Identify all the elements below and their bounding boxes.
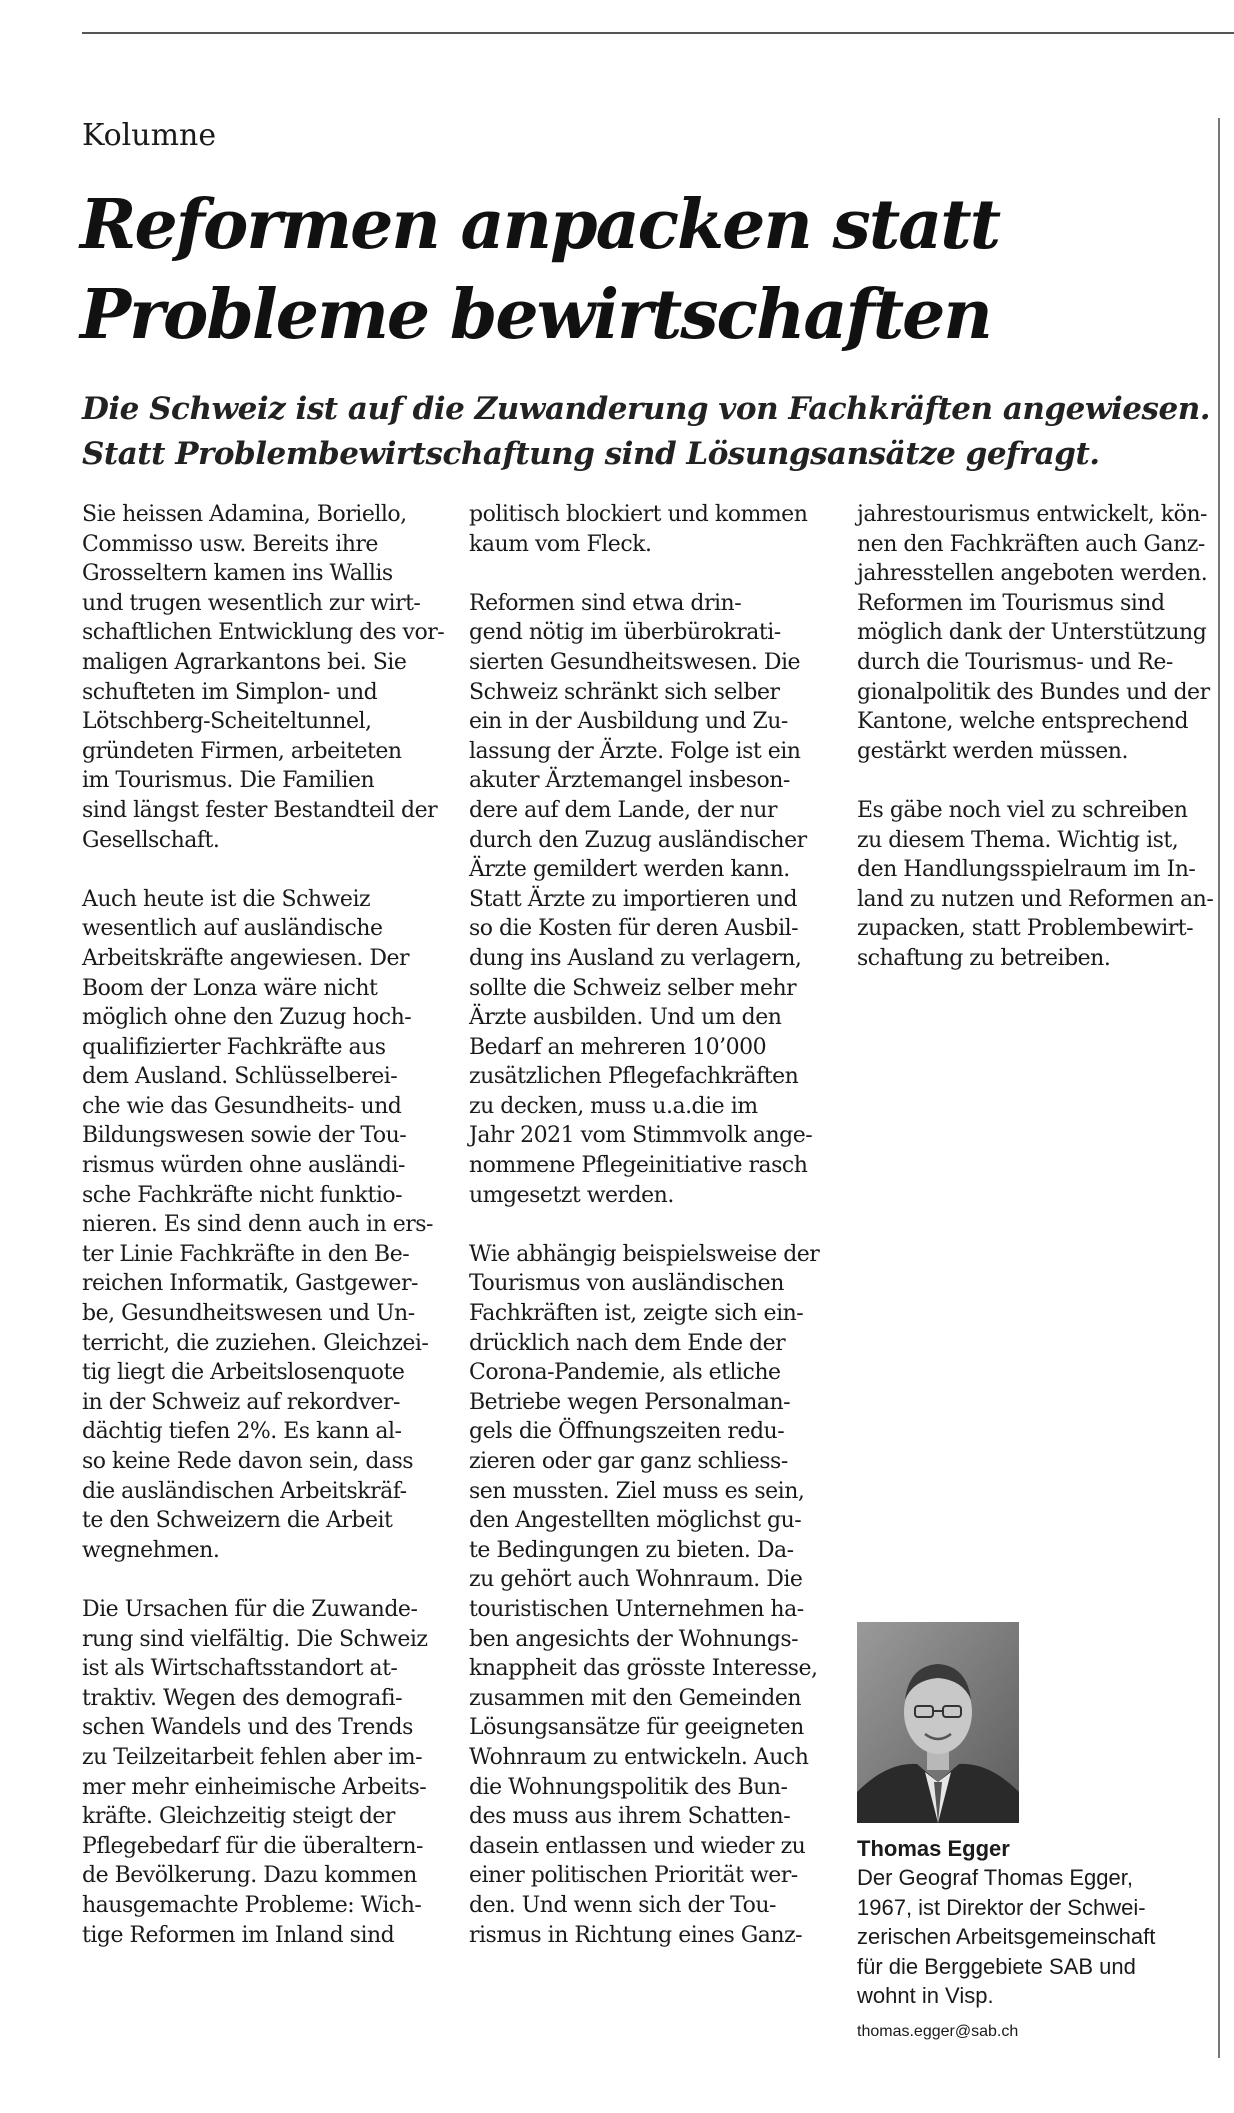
text-line: knappheit das grösste Interesse,	[469, 1656, 818, 1682]
text-line: nommene Pflegeinitiative rasch	[469, 1153, 808, 1179]
text-line: zusammen mit den Gemeinden	[469, 1685, 802, 1711]
text-line: qualifizierter Fachkräfte aus	[82, 1034, 386, 1060]
text-line: zu diesem Thema. Wichtig ist,	[857, 827, 1179, 853]
text-line: Fachkräften ist, zeigte sich ein-	[469, 1301, 804, 1327]
text-line: ter Linie Fachkräfte in den Be-	[82, 1241, 410, 1267]
text-line: schufteten im Simplon- und	[82, 679, 378, 705]
bio-line: wohnt in Visp.	[857, 1983, 994, 2008]
article-paragraph	[469, 1240, 820, 1950]
bio-line: 1967, ist Direktor der Schwei-	[857, 1894, 1146, 1920]
text-line: jahrestourismus entwickelt, kön-	[857, 502, 1207, 527]
column-kicker: Kolumne	[82, 118, 217, 153]
headline	[80, 180, 1200, 360]
text-line: dung ins Ausland zu verlagern,	[469, 945, 802, 971]
text-line: dere auf dem Lande, der nur	[469, 797, 777, 823]
article-paragraph	[469, 500, 809, 559]
text-line: Es gäbe noch viel zu schreiben	[857, 797, 1188, 823]
text-line: schaftung zu betreiben.	[857, 945, 1111, 971]
article-paragraph	[857, 500, 1210, 766]
text-line: Ärzte ausbilden. Und um den	[469, 1005, 782, 1031]
text-line: Auch heute ist die Schweiz	[82, 886, 371, 912]
text-line: jahresstellen angeboten werden.	[857, 561, 1208, 587]
text-line: rismus in Richtung eines Ganz-	[469, 1922, 803, 1948]
text-line: schen Wandels und des Trends	[82, 1715, 413, 1741]
author-photo	[857, 1622, 1019, 1823]
article-paragraph	[469, 589, 813, 1210]
text-line: Ärzte gemildert werden kann.	[469, 857, 790, 883]
text-line: ben angesichts der Wohnungs-	[469, 1626, 799, 1652]
text-line: land zu nutzen und Reformen an-	[857, 886, 1214, 912]
text-line: zu Teilzeitarbeit fehlen aber im-	[82, 1744, 423, 1770]
text-line: des muss aus ihrem Schatten-	[469, 1804, 791, 1830]
text-line: te Bedingungen zu bieten. Da-	[469, 1537, 794, 1563]
text-line: tig liegt die Arbeitslosenquote	[82, 1360, 405, 1386]
text-line: die ausländischen Arbeitskräf-	[82, 1478, 407, 1504]
text-line: maligen Agrarkantons bei. Sie	[82, 649, 407, 675]
bio-line: zerischen Arbeitsgemeinschaft	[857, 1924, 1156, 1949]
text-line: hausgemachte Probleme: Wich-	[82, 1892, 422, 1918]
text-line: Commisso usw. Bereits ihre	[82, 531, 378, 557]
text-line: rung sind vielfältig. Die Schweiz	[82, 1626, 428, 1652]
text-line: Reformen im Tourismus sind	[857, 590, 1165, 616]
text-line: ein in der Ausbildung und Zu-	[469, 709, 788, 735]
text-line: wegnehmen.	[82, 1537, 220, 1563]
text-line: terricht, die zuziehen. Gleichzei-	[82, 1330, 429, 1356]
text-line: umgesetzt werden.	[469, 1182, 674, 1208]
author-portrait-image	[857, 1622, 1019, 1823]
text-line: drücklich nach dem Ende der	[469, 1330, 786, 1356]
text-line: Lösungsansätze für geeigneten	[469, 1715, 804, 1741]
text-line: mer mehr einheimische Arbeits-	[82, 1774, 427, 1800]
bio-line: für die Berggebiete SAB und	[857, 1953, 1136, 1979]
lead-text	[82, 387, 1212, 477]
text-line: schaftlichen Entwicklung des vor-	[82, 620, 445, 646]
author-name: Thomas Egger	[857, 1836, 1010, 1861]
text-line: nen den Fachkräften auch Ganz-	[857, 531, 1205, 557]
text-line: lassung der Ärzte. Folge ist ein	[469, 738, 801, 764]
author-email: thomas.egger@sab.ch	[857, 2022, 1019, 2040]
text-line: durch die Tourismus- und Re-	[857, 649, 1173, 675]
text-line: touristischen Unternehmen ha-	[469, 1596, 804, 1622]
text-line: Lötschberg-Scheiteltunnel,	[82, 709, 372, 735]
text-line: dem Ausland. Schlüsselberei-	[82, 1064, 398, 1090]
text-line: che wie das Gesundheits- und	[82, 1093, 402, 1119]
text-line: politisch blockiert und kommen	[469, 502, 808, 527]
text-line: Bedarf an mehreren 10’000	[469, 1034, 767, 1060]
text-line: reichen Informatik, Gastgewer-	[82, 1271, 418, 1297]
text-line: be, Gesundheitswesen und Un-	[82, 1301, 415, 1327]
text-line: de Bevölkerung. Dazu kommen	[82, 1863, 417, 1889]
text-line: Boom der Lonza wäre nicht	[82, 975, 378, 1001]
text-line: die Wohnungspolitik des Bun-	[469, 1774, 788, 1800]
text-line: zu decken, muss u.a.die im	[469, 1093, 758, 1119]
side-rule	[1218, 118, 1220, 2058]
text-line: sollte die Schweiz selber mehr	[469, 975, 797, 1001]
text-line: Sie heissen Adamina, Boriello,	[82, 502, 407, 527]
text-line: möglich ohne den Zuzug hoch-	[82, 1005, 412, 1031]
text-line: Die Ursachen für die Zuwande-	[82, 1596, 418, 1622]
text-line: dasein entlassen und wieder zu	[469, 1833, 806, 1859]
text-line: Wie abhängig beispielsweise der	[469, 1241, 820, 1267]
text-line: sche Fachkräfte nicht funktio-	[82, 1182, 403, 1208]
text-line: nieren. Es sind denn auch in ers-	[82, 1212, 433, 1238]
lead-line: Statt Problembewirtschaftung sind Lösungsansätze gefragt.	[82, 436, 1100, 472]
text-line: den Angestellten möglichst gu-	[469, 1508, 802, 1534]
text-line: zusätzlichen Pflegefachkräften	[469, 1064, 799, 1090]
text-line: einer politischen Priorität wer-	[469, 1863, 798, 1889]
text-line: gionalpolitik des Bundes und der	[857, 679, 1210, 705]
text-line: durch den Zuzug ausländischer	[469, 827, 807, 853]
text-line: sen mussten. Ziel muss es sein,	[469, 1478, 805, 1504]
text-line: Arbeitskräfte angewiesen. Der	[82, 945, 410, 971]
text-line: so die Kosten für deren Ausbil-	[469, 916, 799, 942]
text-line: akuter Ärztemangel insbeson-	[469, 768, 790, 794]
text-line: den Handlungsspielraum im In-	[857, 857, 1196, 883]
text-line: den. Und wenn sich der Tou-	[469, 1892, 776, 1918]
article-paragraph	[82, 500, 445, 855]
text-column-1	[82, 500, 445, 1950]
text-line: sind längst fester Bestandteil der	[82, 797, 438, 823]
text-line: im Tourismus. Die Familien	[82, 768, 375, 794]
article-paragraph	[82, 1595, 428, 1950]
top-rule	[82, 32, 1234, 34]
author-bio	[857, 1834, 1217, 2043]
text-line: gründeten Firmen, arbeiteten	[82, 738, 402, 764]
text-line: Betriebe wegen Personalman-	[469, 1389, 791, 1415]
text-line: gestärkt werden müssen.	[857, 738, 1128, 764]
text-line: zu gehört auch Wohnraum. Die	[469, 1567, 803, 1593]
text-line: möglich dank der Unterstützung	[857, 620, 1207, 646]
article-paragraph	[82, 885, 433, 1566]
text-line: rismus würden ohne ausländi-	[82, 1153, 405, 1179]
text-line: tige Reformen im Inland sind	[82, 1922, 395, 1948]
text-column-2	[469, 500, 820, 1950]
text-line: kaum vom Fleck.	[469, 531, 652, 557]
text-line: ist als Wirtschaftsstandort at-	[82, 1656, 398, 1682]
text-line: zupacken, statt Problembewirt-	[857, 916, 1194, 942]
text-line: so keine Rede davon sein, dass	[82, 1449, 414, 1474]
text-line: Tourismus von ausländischen	[469, 1271, 784, 1297]
text-line: te den Schweizern die Arbeit	[82, 1508, 393, 1534]
text-line: sierten Gesundheitswesen. Die	[469, 649, 801, 675]
text-line: Reformen sind etwa drin-	[469, 590, 742, 616]
article-paragraph	[857, 796, 1214, 974]
text-line: Kantone, welche entsprechend	[857, 709, 1189, 735]
text-line: Pflegebedarf für die überaltern-	[82, 1833, 423, 1859]
lead-line: Die Schweiz ist auf die Zuwanderung von Fachkräften angewiesen.	[82, 391, 1211, 427]
text-line: und trugen wesentlich zur wirt-	[82, 590, 421, 616]
text-line: Jahr 2021 vom Stimmvolk ange-	[469, 1123, 813, 1149]
text-line: traktiv. Wegen des demografi-	[82, 1685, 403, 1711]
text-line: Bildungswesen sowie der Tou-	[82, 1123, 407, 1149]
text-line: gend nötig im überbürokrati-	[469, 620, 781, 646]
text-line: Corona-Pandemie, als etliche	[469, 1360, 781, 1386]
text-line: wesentlich auf ausländische	[82, 916, 383, 942]
text-line: Wohnraum zu entwickeln. Auch	[469, 1744, 809, 1770]
headline-line: Probleme bewirtschaften	[80, 275, 991, 355]
text-line: Gesellschaft.	[82, 827, 220, 853]
bio-line: Der Geograf Thomas Egger,	[857, 1865, 1133, 1890]
text-line: Schweiz schränkt sich selber	[469, 679, 780, 705]
text-line: kräfte. Gleichzeitig steigt der	[82, 1804, 395, 1830]
text-line: in der Schweiz auf rekordver-	[82, 1389, 400, 1415]
text-column-3	[857, 500, 1214, 974]
text-line: Grosseltern kamen ins Wallis	[82, 561, 393, 587]
text-line: gels die Öffnungszeiten redu-	[469, 1419, 785, 1445]
text-line: dächtig tiefen 2%. Es kann al-	[82, 1419, 402, 1445]
author-description	[857, 1863, 1217, 2011]
headline-line: Reformen anpacken statt	[80, 185, 1000, 265]
text-line: zieren oder gar ganz schliess-	[469, 1449, 788, 1474]
text-line: Statt Ärzte zu importieren und	[469, 886, 798, 912]
